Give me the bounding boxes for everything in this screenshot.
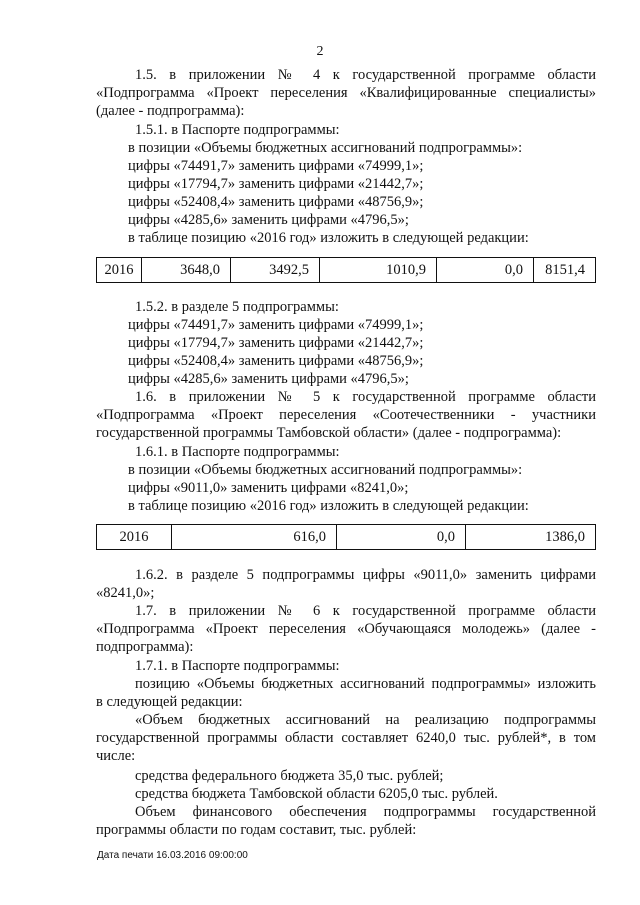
text-line: (далее - подпрограмма):: [96, 103, 245, 119]
table-row: [97, 525, 596, 550]
table-cell-year: 2016: [97, 258, 142, 283]
text-line: государственной программы области составляет 6240,0 тыс. рублей*, в том: [96, 730, 596, 746]
para-1-7-1: 1.7.1. в Паспорте подпрограммы:: [135, 658, 340, 674]
para-1-5: 1.5. в приложении № 4 к государственной программе области: [135, 67, 596, 83]
para-1-6-2: 1.6.2. в разделе 5 подпрограммы цифры «9011,0» заменить цифрами: [135, 567, 596, 583]
text-line: в позиции «Объемы бюджетных ассигнований подпрограммы»:: [128, 140, 523, 156]
text-line: средства федерального бюджета 35,0 тыс. рублей;: [135, 768, 444, 784]
text-line: средства бюджета Тамбовской области 6205,0 тыс. рублей.: [135, 786, 498, 802]
table-row: [97, 258, 596, 283]
text-line: «Подпрограмма «Проект переселения «Квалифицированные специалисты»: [96, 85, 596, 101]
table-cell-year: 2016: [97, 525, 172, 550]
text-line: программы области по годам составит, тыс. рублей:: [96, 822, 417, 838]
text-line: «Объем бюджетных ассигнований на реализацию подпрограммы: [135, 712, 596, 728]
para-1-7: 1.7. в приложении № 6 к государственной программе области: [135, 603, 596, 619]
text-line: в следующей редакции:: [96, 694, 243, 710]
para-1-5-2: 1.5.2. в разделе 5 подпрограммы:: [135, 299, 339, 315]
page-number: 2: [316, 44, 324, 59]
table-cell: 616,0: [172, 525, 337, 550]
text-line: цифры «52408,4» заменить цифрами «48756,9»;: [128, 194, 424, 210]
text-line: Объем финансового обеспечения подпрограммы государственной: [135, 804, 596, 820]
text-line: в таблице позицию «2016 год» изложить в следующей редакции:: [128, 230, 529, 246]
text-line: цифры «52408,4» заменить цифрами «48756,9»;: [128, 353, 424, 369]
text-line: подпрограмма):: [96, 639, 194, 655]
text-line: «Подпрограмма «Проект переселения «Обучающаяся молодежь» (далее -: [96, 621, 596, 637]
text-line: позицию «Объемы бюджетных ассигнований подпрограммы» изложить: [135, 676, 596, 692]
table-cell: 8151,4: [534, 258, 596, 283]
text-line: государственной программы Тамбовской области» (далее - подпрограмма):: [96, 425, 562, 441]
text-line: цифры «17794,7» заменить цифрами «21442,7»;: [128, 335, 424, 351]
table-cell: 1010,9: [320, 258, 437, 283]
para-1-6-1: 1.6.1. в Паспорте подпрограммы:: [135, 444, 340, 460]
text-line: «Подпрограмма «Проект переселения «Соотечественники - участники: [96, 407, 596, 423]
text-line: числе:: [96, 748, 136, 764]
print-date-footer: Дата печати 16.03.2016 09:00:00: [97, 850, 248, 861]
para-1-5-1: 1.5.1. в Паспорте подпрограммы:: [135, 122, 340, 138]
text-line: цифры «17794,7» заменить цифрами «21442,7»;: [128, 176, 424, 192]
text-line: в таблице позицию «2016 год» изложить в следующей редакции:: [128, 498, 529, 514]
text-line: «8241,0»;: [96, 585, 155, 601]
para-1-6: 1.6. в приложении № 5 к государственной программе области: [135, 389, 596, 405]
text-line: цифры «9011,0» заменить цифрами «8241,0»;: [128, 480, 409, 496]
text-line: цифры «4285,6» заменить цифрами «4796,5»;: [128, 212, 409, 228]
table-cell: 1386,0: [466, 525, 596, 550]
text-line: в позиции «Объемы бюджетных ассигнований подпрограммы»:: [128, 462, 523, 478]
text-line: цифры «74491,7» заменить цифрами «74999,1»;: [128, 317, 424, 333]
table-2016-compatriots: [96, 524, 596, 550]
table-2016-qualified-specialists: [96, 257, 596, 283]
table-cell: 3648,0: [142, 258, 231, 283]
table-cell: 0,0: [337, 525, 466, 550]
text-line: цифры «74491,7» заменить цифрами «74999,1»;: [128, 158, 424, 174]
text-line: цифры «4285,6» заменить цифрами «4796,5»;: [128, 371, 409, 387]
table-cell: 0,0: [437, 258, 534, 283]
table-cell: 3492,5: [231, 258, 320, 283]
